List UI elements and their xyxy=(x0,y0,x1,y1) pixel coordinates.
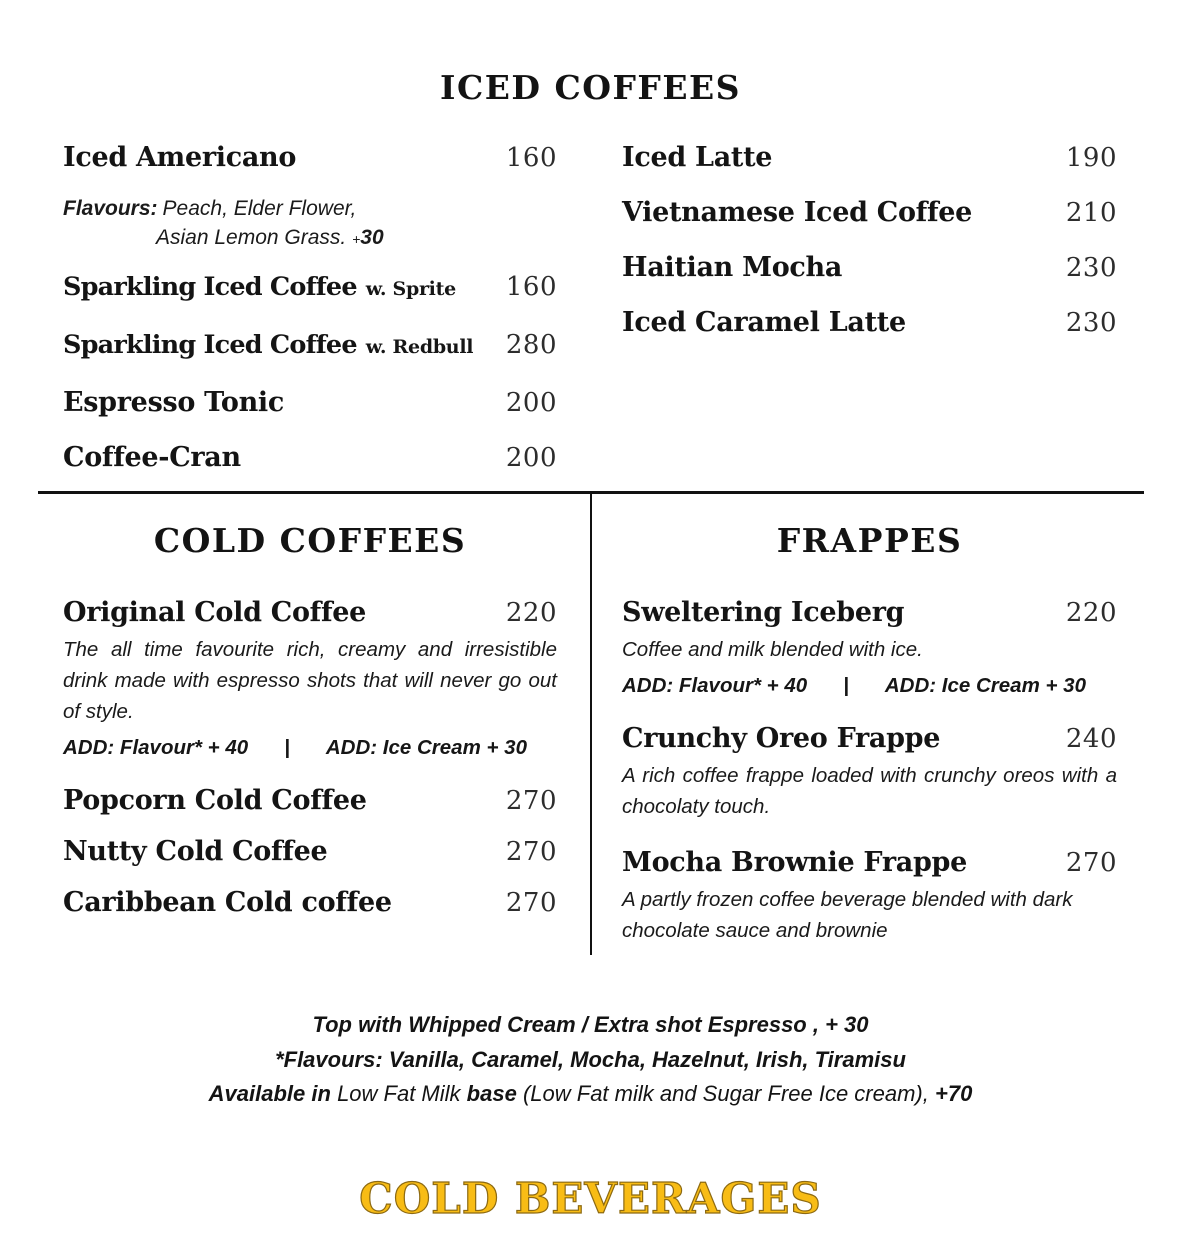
footer-note-low-fat xyxy=(0,1077,1181,1112)
add-flavour: ADD: Flavour* + 40 xyxy=(63,736,249,759)
item-price: 160 xyxy=(505,143,557,173)
menu-item-row xyxy=(63,441,557,475)
iced-coffees-left-column xyxy=(63,141,557,496)
menu-item-row xyxy=(63,270,557,307)
footer-note-part: (Low Fat milk and Sugar Free Ice cream), xyxy=(522,1081,929,1106)
item-price: 190 xyxy=(1065,143,1117,173)
iced-coffees-right-column xyxy=(622,141,1117,361)
item-name: Vietnamese Iced Coffee xyxy=(622,197,973,228)
add-ons-line xyxy=(622,674,1117,698)
item-name: Sparkling Iced Coffee xyxy=(63,272,357,302)
item-price: 270 xyxy=(505,888,557,918)
menu-item-row xyxy=(622,596,1117,630)
item-name: Caribbean Cold coffee xyxy=(63,887,392,918)
cold-coffees-section xyxy=(63,521,557,920)
flavours-note xyxy=(63,194,557,254)
item-price: 200 xyxy=(505,443,557,473)
flavours-label: Flavours: xyxy=(63,197,158,220)
flavours-note-line1 xyxy=(63,194,557,223)
item-name: Haitian Mocha xyxy=(622,252,843,283)
menu-item-row xyxy=(63,328,557,365)
menu-item-row xyxy=(63,886,557,920)
menu-item-row xyxy=(622,196,1117,230)
menu-item-row xyxy=(622,141,1117,175)
item-price: 240 xyxy=(1065,724,1117,754)
item-name: Iced Americano xyxy=(63,142,297,173)
item-price: 220 xyxy=(505,598,557,628)
menu-item-row xyxy=(622,846,1117,880)
item-name: Iced Latte xyxy=(622,142,773,173)
item-name: Iced Caramel Latte xyxy=(622,307,906,338)
item-price: 230 xyxy=(1065,253,1117,283)
flavours-note-line2 xyxy=(63,223,557,254)
category-title-cold-beverages: COLD BEVERAGES xyxy=(359,1174,822,1223)
item-name: Popcorn Cold Coffee xyxy=(63,785,367,816)
item-price: 200 xyxy=(505,388,557,418)
item-description: A rich coffee frappe loaded with crunchy oreos with a chocolaty touch. xyxy=(622,764,1117,818)
cold-coffees-heading: COLD COFFEES xyxy=(153,521,467,560)
flavours-text: Peach, Elder Flower, xyxy=(162,197,357,220)
item-description: A partly frozen coffee beverage blended with dark chocolate sauce and brownie xyxy=(622,888,1073,942)
item-name: Nutty Cold Coffee xyxy=(63,836,328,867)
menu-item-row xyxy=(63,386,557,420)
item-price: 270 xyxy=(505,837,557,867)
footer-note-flavours: *Flavours: Vanilla, Caramel, Mocha, Hazelnut, Irish, Tiramisu xyxy=(275,1046,906,1072)
plus-sign: + xyxy=(352,231,361,247)
separator: | xyxy=(843,674,849,697)
menu-item-row xyxy=(622,722,1117,756)
flavour-surcharge: 30 xyxy=(360,226,384,249)
item-suffix: w. Sprite xyxy=(365,278,456,300)
separator: | xyxy=(284,736,290,759)
menu-item-row xyxy=(622,306,1117,340)
iced-coffees-heading: ICED COFFEES xyxy=(440,68,741,107)
add-ice-cream: ADD: Ice Cream + 30 xyxy=(325,736,527,759)
item-price: 210 xyxy=(1065,198,1117,228)
item-name-group xyxy=(63,270,456,307)
menu-item-row xyxy=(63,835,557,869)
item-name: Mocha Brownie Frappe xyxy=(622,847,967,878)
footer-note-part: Low Fat Milk xyxy=(337,1081,461,1106)
menu-item-row xyxy=(63,141,557,175)
menu-item-row xyxy=(622,251,1117,285)
item-description: The all time favourite rich, creamy and irresistible drink made with espresso shots that will never go out of style. xyxy=(63,638,557,723)
footer-note-part: Available in xyxy=(208,1081,331,1106)
item-price: 230 xyxy=(1065,308,1117,338)
add-ons-line xyxy=(63,736,557,760)
item-price: 280 xyxy=(505,330,557,360)
item-name: Crunchy Oreo Frappe xyxy=(622,723,941,754)
vertical-divider xyxy=(590,494,592,955)
item-name: Original Cold Coffee xyxy=(63,597,367,628)
item-name: Coffee-Cran xyxy=(63,442,241,473)
menu-item-row xyxy=(63,784,557,818)
flavours-text2: Asian Lemon Grass. xyxy=(156,226,347,249)
item-price: 270 xyxy=(505,786,557,816)
item-price: 220 xyxy=(1065,598,1117,628)
item-suffix: w. Redbull xyxy=(365,336,474,358)
item-name: Espresso Tonic xyxy=(63,387,285,418)
footer-note-part: +70 xyxy=(935,1081,973,1106)
add-flavour: ADD: Flavour* + 40 xyxy=(622,674,808,697)
footer-notes xyxy=(0,1008,1181,1112)
item-name: Sweltering Iceberg xyxy=(622,597,905,628)
item-price: 160 xyxy=(505,272,557,302)
menu-item-row xyxy=(63,596,557,630)
frappes-heading: FRAPPES xyxy=(776,521,963,560)
item-name-group xyxy=(63,328,473,365)
item-price: 270 xyxy=(1065,848,1117,878)
frappes-section xyxy=(622,521,1117,946)
item-description: Coffee and milk blended with ice. xyxy=(622,638,923,661)
footer-note-part: base xyxy=(466,1081,517,1106)
footer-note-whipped-cream: Top with Whipped Cream / Extra shot Espresso , + 30 xyxy=(312,1012,869,1037)
add-ice-cream: ADD: Ice Cream + 30 xyxy=(884,674,1086,697)
item-name: Sparkling Iced Coffee xyxy=(63,330,357,360)
